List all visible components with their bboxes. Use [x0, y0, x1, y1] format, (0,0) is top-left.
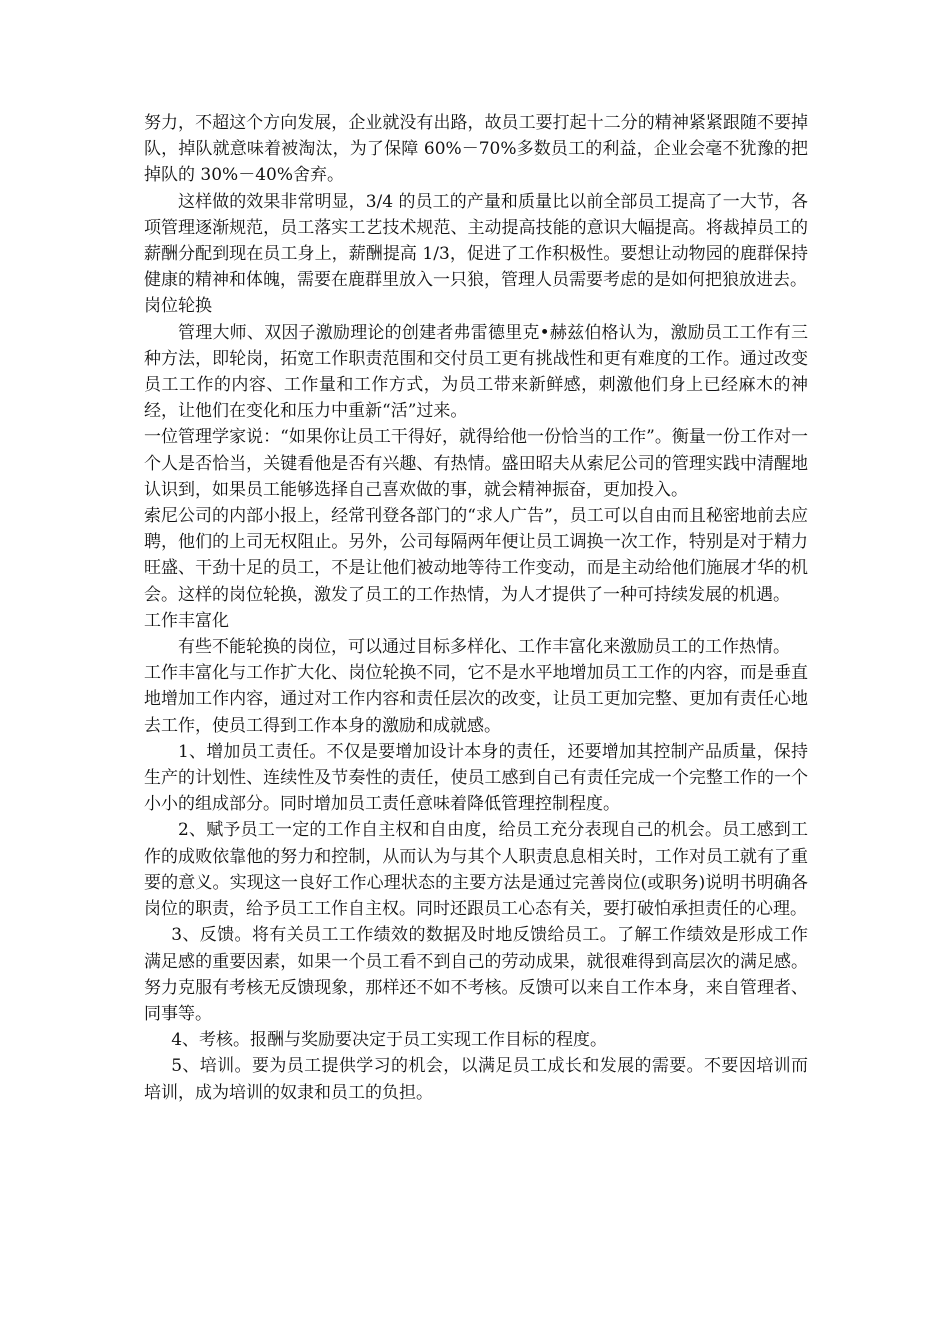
section-heading-job-enrichment: 工作丰富化	[144, 610, 229, 631]
list-item-assessment: 4、考核。报酬与奖励要决定于员工实现工作目标的程度。	[171, 1030, 608, 1051]
list-item-autonomy: 2、赋予员工一定的工作自主权和自由度，给员工充分表现自己的机会。员工感到工作的成败依靠他的努力和控制，从而认为与其个人职责息息相关时，工作对员工就有了重要的意义。实现这一良好工作心理状态的主要方法是通过完善岗位(或职务)说明书明确各岗位的职责，给予员工工作自主权。同时还跟员工心态有关，要打破怕承担责任的心理。	[144, 820, 808, 920]
list-item-responsibility: 1、增加员工责任。不仅是要增加设计本身的责任，还要增加其控制产品质量，保持生产的计划性、连续性及节奏性的责任，使员工感到自己有责任完成一个完整工作的一个小小的组成部分。同时增加员工责任意味着降低管理控制程度。	[144, 741, 808, 815]
list-item-training: 5、培训。要为员工提供学习的机会，以满足员工成长和发展的需要。不要因培训而培训，成为培训的奴隶和员工的负担。	[144, 1056, 808, 1103]
document-body	[144, 110, 808, 1106]
paragraph-continuation: 努力，不超这个方向发展，企业就没有出路，故员工要打起十二分的精神紧紧跟随不要掉队，掉队就意味着被淘汰，为了保障 60%－70%多数员工的利益，企业会毫不犹豫的把掉队的 30%－40%舍弃。	[144, 113, 808, 186]
paragraph-non-rotatable: 有些不能轮换的岗位，可以通过目标多样化、工作丰富化来激励员工的工作热情。	[178, 637, 790, 658]
paragraph-management-scholar: 一位管理学家说：“如果你让员工干得好，就得给他一份恰当的工作”。衡量一份工作对一个人是否恰当，关键看他是否有兴趣、有热情。盛田昭夫从索尼公司的管理实践中清醒地认识到，如果员工能够选择自己喜欢做的事，就会精神振奋，更加投入。	[144, 427, 808, 500]
paragraph-enrichment-definition: 工作丰富化与工作扩大化、岗位轮换不同，它不是水平地增加员工工作的内容，而是垂直地增加工作内容，通过对工作内容和责任层次的改变，让员工更加完整、更加有责任心地去工作，使员工得到工作本身的激励和成就感。	[144, 663, 808, 736]
paragraph-sony: 索尼公司的内部小报上，经常刊登各部门的“求人广告”，员工可以自由而且秘密地前去应聘，他们的上司无权阻止。另外，公司每隔两年便让员工调换一次工作，特别是对于精力旺盛、干劲十足的员工，不是让他们被动地等待工作变动，而是主动给他们施展才华的机会。这样的岗位轮换，激发了员工的工作热情，为人才提供了一种可持续发展的机遇。	[144, 506, 808, 605]
paragraph-herzberg: 管理大师、双因子激励理论的创建者弗雷德里克•赫兹伯格认为，激励员工工作有三种方法，即轮岗，拓宽工作职责范围和交付员工更有挑战性和更有难度的工作。通过改变员工工作的内容、工作量和工作方式，为员工带来新鲜感，刺激他们身上已经麻木的神经，让他们在变化和压力中重新“活”过来。	[144, 322, 808, 422]
paragraph-effect: 这样做的效果非常明显，3/4 的员工的产量和质量比以前全部员工提高了一大节，各项管理逐渐规范，员工落实工艺技术规范、主动提高技能的意识大幅提高。将裁掉员工的薪酬分配到现在员工身上，薪酬提高 1/3，促进了工作积极性。要想让动物园的鹿群保持健康的精神和体魄，需要在鹿群里放入一只狼，管理人员需要考虑的是如何把狼放进去。	[144, 191, 808, 291]
list-item-feedback: 3、反馈。将有关员工工作绩效的数据及时地反馈给员工。了解工作绩效是形成工作满足感的重要因素，如果一个员工看不到自己的劳动成果，就很难得到高层次的满足感。努力克服有考核无反馈现象，那样还不如不考核。反馈可以来自工作本身，来自管理者、同事等。	[144, 925, 808, 1024]
section-heading-job-rotation: 岗位轮换	[144, 296, 212, 317]
